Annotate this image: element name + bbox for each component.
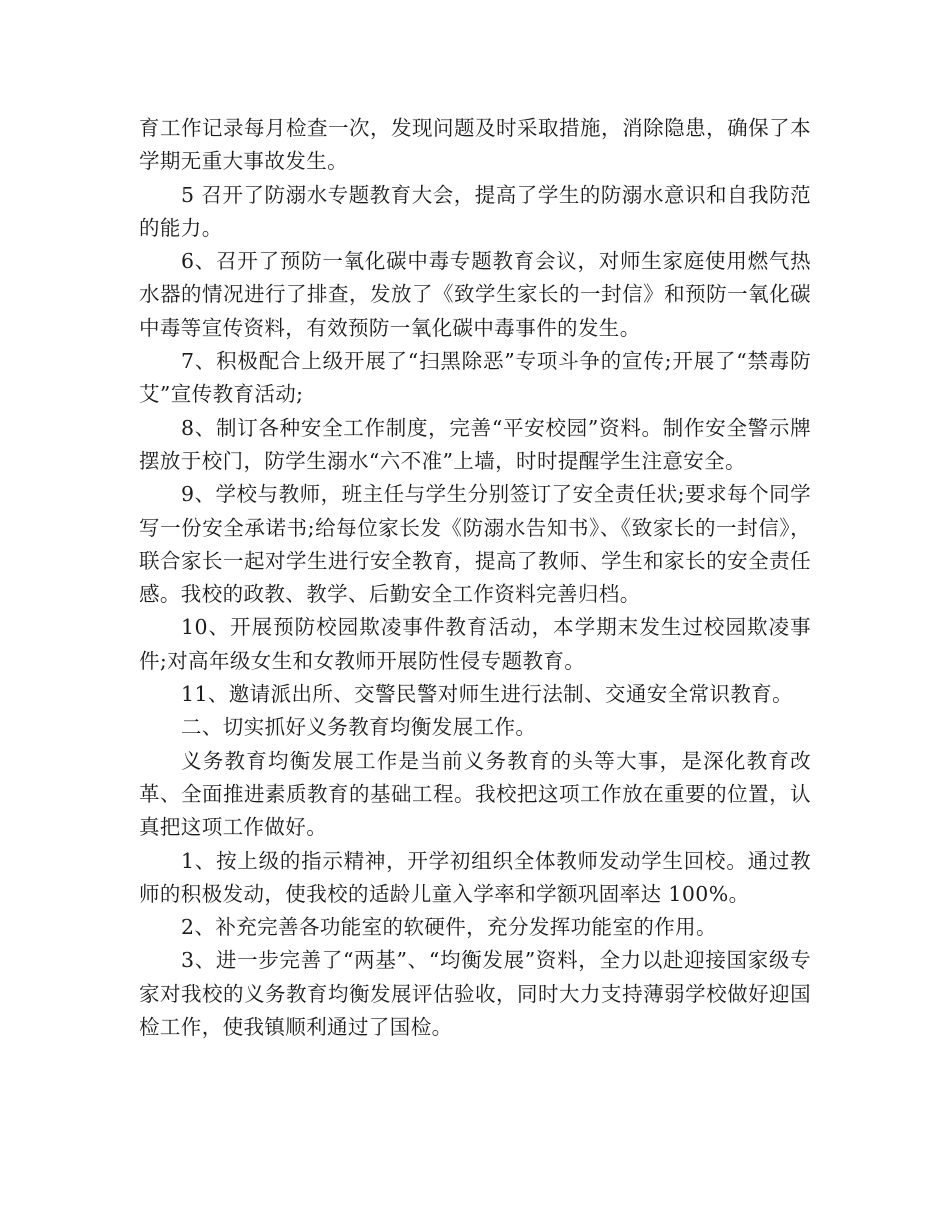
paragraph-12: 2、补充完善各功能室的软硬件，充分发挥功能室的作用。 (181, 915, 717, 940)
section-heading-2: 二、切实抓好义务教育均衡发展工作。 (181, 715, 537, 740)
paragraph-13: 3、进一步完善了“两基”、“均衡发展”资料，全力以赴迎接国家级专家对我校的义务教育均衡发展评估验收，同时大力支持薄弱学校做好迎国检工作，使我镇顺利通过了国检。 (139, 948, 811, 1040)
paragraph-11: 1、按上级的指示精神，开学初组织全体教师发动学生回校。通过教师的积极发动，使我校的适龄儿童入学率和学额巩固率达 100%。 (139, 848, 811, 906)
paragraph-10: 义务教育均衡发展工作是当前义务教育的头等大事，是深化教育改革、全面推进素质教育的基础工程。我校把这项工作放在重要的位置，认真把这项工作做好。 (139, 748, 811, 840)
paragraph-1: 育工作记录每月检查一次，发现问题及时采取措施，消除隐患，确保了本学期无重大事故发生。 (139, 116, 811, 174)
paragraph-7: 10、开展预防校园欺凌事件教育活动，本学期末发生过校园欺凌事件;对高年级女生和女教师开展防性侵专题教育。 (139, 615, 811, 673)
paragraph-5: 8、制订各种安全工作制度，完善“平安校园”资料。制作安全警示牌摆放于校门，防学生溺水“六不准”上墙，时时提醒学生注意安全。 (139, 415, 811, 473)
paragraph-3: 6、召开了预防一氧化碳中毒专题教育会议，对师生家庭使用燃气热水器的情况进行了排查，发放了《致学生家长的一封信》和预防一氧化碳中毒等宣传资料，有效预防一氧化碳中毒事件的发生。 (139, 249, 811, 340)
paragraph-8: 11、邀请派出所、交警民警对师生进行法制、交通安全常识教育。 (181, 682, 794, 707)
paragraph-6: 9、学校与教师，班主任与学生分别签订了安全责任状;要求每个同学写一份安全承诺书;给每位家长发《防溺水告知书》、《致家长的一封信》，联合家长一起对学生进行安全教育，提高了教师、学生和家长的安全责任感。我校的政教、教学、后勤安全工作资料完善归档。 (139, 482, 811, 607)
paragraph-4: 7、积极配合上级开展了“扫黑除恶”专项斗争的宣传;开展了“禁毒防艾”宣传教育活动; (139, 349, 811, 407)
paragraph-2: 5 召开了防溺水专题教育大会，提高了学生的防溺水意识和自我防范的能力。 (139, 182, 811, 240)
document-body (139, 112, 811, 1044)
